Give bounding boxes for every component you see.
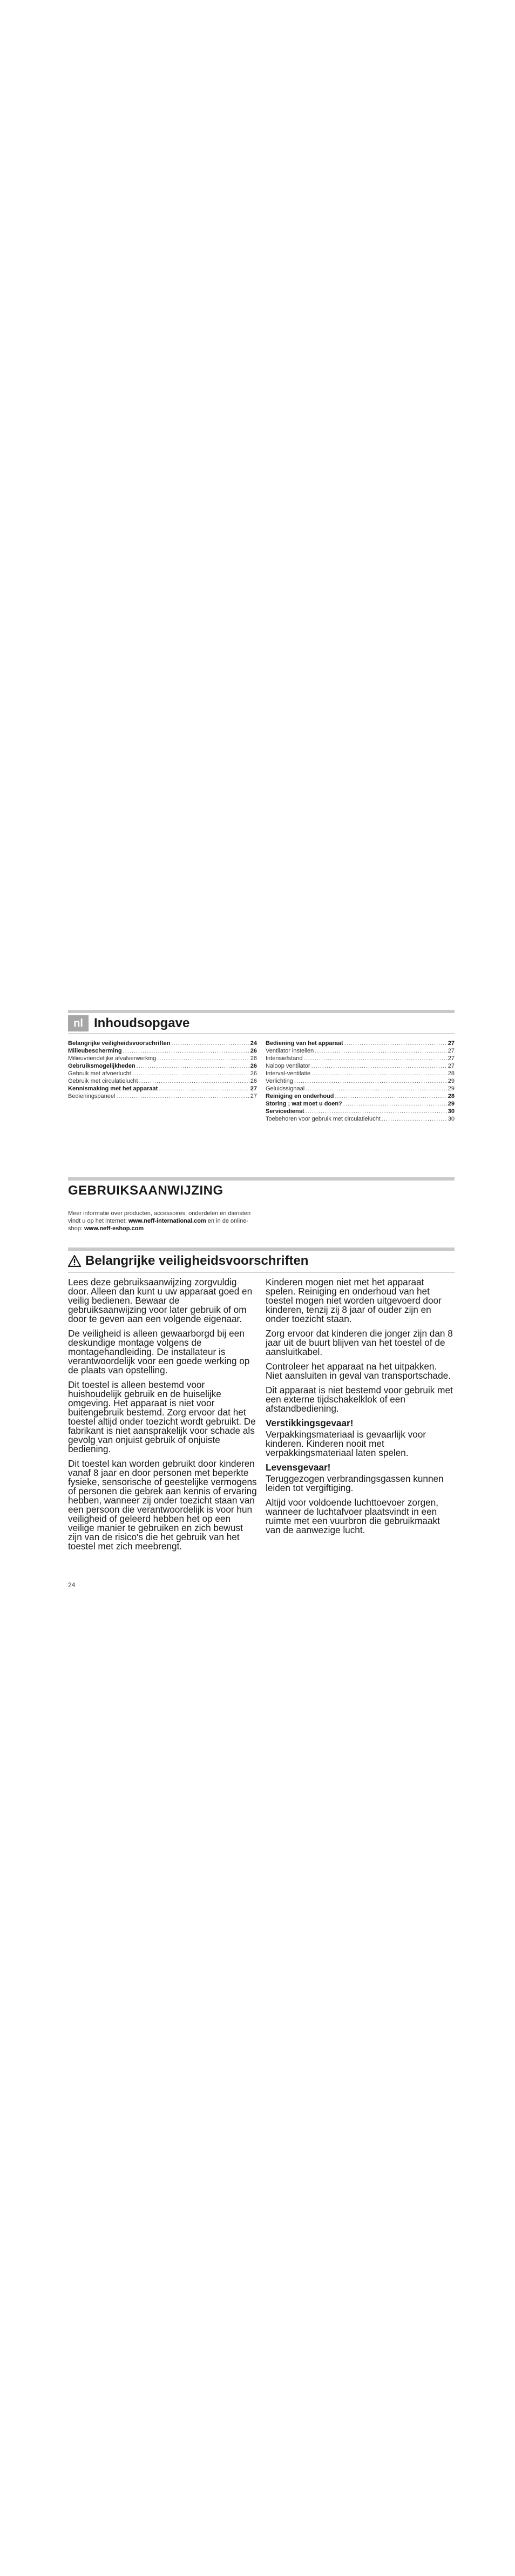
toc-leader-dots: [311, 1062, 447, 1070]
paragraph: De veiligheid is alleen gewaarborgd bij een deskundige montage volgens de montagehandleiding. De installateur is verantwoordelijk voor een goede werking op de plaats van opstelling.: [68, 1328, 250, 1375]
toc-entry-page: 26: [250, 1070, 257, 1077]
website-link[interactable]: www.neff-international.com: [128, 1218, 206, 1224]
paragraph: Dit apparaat is niet bestemd voor gebruik met een externe tijdschakelklok of een afstandbediening.: [266, 1385, 453, 1414]
toc-entry-label: Interval-ventilatie: [266, 1070, 311, 1077]
suffocation-warning-heading: Verstikkingsgevaar!: [266, 1418, 354, 1428]
toc-entry[interactable]: [266, 1055, 455, 1062]
toc-entry[interactable]: [68, 1085, 257, 1093]
toc-entry-page: 24: [250, 1040, 257, 1047]
toc-leader-dots: [294, 1077, 447, 1085]
paragraph: Zorg ervoor dat kinderen die jonger zijn dan 8 jaar uit de buurt blijven van het toestel of de aansluitkabel.: [266, 1328, 453, 1357]
toc-entry-label: Intensiefstand: [266, 1055, 303, 1062]
toc-entry-label: Milieuvriendelijke afvalverwerking: [68, 1055, 157, 1062]
paragraph: Kinderen mogen niet met het apparaat spelen. Reiniging en onderhoud van het toestel mogen niet worden uitgevoerd door kinderen, tenzij zij 8 jaar of ouder zijn en onder toezicht staan.: [266, 1277, 442, 1324]
toc-entry-label: Gebruik met afvoerlucht: [68, 1070, 131, 1077]
paragraph: Dit toestel kan worden gebruikt door kinderen vanaf 8 jaar en door personen met beperkte fysieke, sensorische of geestelijke vermogens of personen die gebrek aan kennis of ervaring hebben, wanneer zij onder toezicht staan van een persoon die verantwoordelijk is voor hun veiligheid of geleerd hebben het op een veilige manier te gebruiken en zich bewust zijn van de risico's die het gebruik van het toestel met zich meebrengt.: [68, 1458, 257, 1552]
toc-entry[interactable]: [266, 1115, 455, 1123]
toc-entry[interactable]: [266, 1062, 455, 1070]
toc-leader-dots: [344, 1040, 447, 1047]
toc-entry-page: 26: [250, 1048, 257, 1054]
toc-entry[interactable]: [68, 1093, 257, 1100]
toc-entry-page: 27: [250, 1093, 257, 1100]
toc-leader-dots: [159, 1085, 249, 1093]
toc-leader-dots: [137, 1062, 249, 1070]
toc-entry-page: 29: [448, 1078, 455, 1084]
safety-heading: [68, 1253, 308, 1269]
toc-leader-dots: [315, 1047, 446, 1055]
paragraph: Dit toestel is alleen bestemd voor huishoudelijk gebruik en de huiselijke omgeving. Het apparaat is niet voor buitengebruik bestemd. Zorg ervoor dat het toestel altijd onder toezicht wordt gebruikt. De fabrikant is niet aansprakelijk voor schade als gevolg van onjuist gebruik of onjuiste bediening.: [68, 1379, 256, 1454]
toc-entry[interactable]: [68, 1070, 257, 1077]
toc-entry-label: Naloop ventilator: [266, 1063, 310, 1069]
toc-leader-dots: [116, 1093, 249, 1100]
safety-right-column: [266, 1278, 455, 1540]
toc-entry[interactable]: [68, 1062, 257, 1070]
toc-entry[interactable]: [68, 1047, 257, 1055]
toc-entry[interactable]: [266, 1040, 455, 1047]
toc-entry-label: Servicedienst: [266, 1108, 304, 1115]
toc-leader-dots: [382, 1115, 447, 1123]
toc-leader-dots: [306, 1108, 447, 1115]
toc-entry-label: Ventilator instellen: [266, 1048, 314, 1054]
toc-entry[interactable]: [68, 1040, 257, 1047]
toc-entry-label: Milieubescherming: [68, 1048, 122, 1054]
safety-rule: [68, 1247, 455, 1251]
toc-entry[interactable]: [266, 1093, 455, 1100]
section-title: GEBRUIKSAANWIJZING: [68, 1183, 223, 1198]
toc-entry-label: Gebruiksmogelijkheden: [68, 1063, 135, 1069]
toc-entry-label: Reiniging en onderhoud: [266, 1093, 334, 1100]
safety-title: Belangrijke veiligheidsvoorschriften: [85, 1253, 309, 1268]
page-number: 24: [68, 1581, 76, 1589]
toc-leader-dots: [343, 1100, 447, 1108]
paragraph: Altijd voor voldoende luchttoevoer zorgen, wanneer de luchtafvoer plaatsvindt in een ruimte met een vuurbron die gebruikmaakt van de aanwezige lucht.: [266, 1497, 440, 1535]
toc-entry-page: 26: [250, 1055, 257, 1062]
toc-entry[interactable]: [266, 1100, 455, 1108]
toc-entry[interactable]: [266, 1070, 455, 1077]
toc-entry-label: Belangrijke veiligheidsvoorschriften: [68, 1040, 171, 1047]
intro-text: [68, 1210, 262, 1232]
toc-leader-dots: [304, 1055, 447, 1062]
intro-middle: en in de online-shop:: [68, 1218, 249, 1232]
toc-entry-page: 28: [448, 1070, 455, 1077]
toc-entry-label: Toebehoren voor gebruik met circulatielucht: [266, 1116, 381, 1122]
safety-left-column: [68, 1278, 257, 1556]
toc-leader-dots: [123, 1047, 249, 1055]
toc-leader-dots: [306, 1085, 447, 1093]
toc-entry-page: 29: [448, 1101, 455, 1107]
toc-entry-page: 27: [250, 1085, 257, 1092]
toc-entry-page: 27: [448, 1040, 455, 1047]
toc-right-column: [266, 1040, 455, 1123]
toc-entry-page: 30: [448, 1116, 455, 1122]
toc-leader-dots: [132, 1070, 249, 1077]
language-badge: nl: [68, 1015, 89, 1031]
toc-entry-label: Geluidssignaal: [266, 1085, 305, 1092]
toc-leader-dots: [172, 1040, 249, 1047]
toc-left-column: [68, 1040, 257, 1100]
toc-entry-page: 26: [250, 1063, 257, 1069]
toc-entry-page: 27: [448, 1063, 455, 1069]
toc-leader-dots: [311, 1070, 447, 1077]
toc-entry[interactable]: [68, 1077, 257, 1085]
paragraph: Verpakkingsmateriaal is gevaarlijk voor kinderen. Kinderen nooit met verpakkingsmateriaal laten spelen.: [266, 1429, 426, 1458]
toc-top-rule: [68, 1010, 455, 1013]
toc-entry[interactable]: [68, 1055, 257, 1062]
toc-entry[interactable]: [266, 1085, 455, 1093]
toc-entry[interactable]: [266, 1077, 455, 1085]
toc-entry[interactable]: [266, 1108, 455, 1115]
warning-triangle-icon: [68, 1255, 81, 1267]
toc-entry-page: 27: [448, 1055, 455, 1062]
toc-leader-dots: [157, 1055, 249, 1062]
paragraph: Teruggezogen verbrandingsgassen kunnen leiden tot vergiftiging.: [266, 1473, 444, 1493]
intro-prefix: Meer informatie over producten, accessoires, onderdelen en diensten vindt u op het internet:: [68, 1210, 251, 1224]
toc-underline: [68, 1033, 455, 1034]
section-rule: [68, 1177, 455, 1181]
toc-leader-dots: [139, 1077, 249, 1085]
toc-entry-page: 27: [448, 1048, 455, 1054]
paragraph: Lees deze gebruiksaanwijzing zorgvuldig door. Alleen dan kunt u uw apparaat goed en veilig bedienen. Bewaar de gebruiksaanwijzing voor later gebruik of om door te geven aan een volgende eigenaar.: [68, 1277, 253, 1324]
paragraph: Controleer het apparaat na het uitpakken. Niet aansluiten in geval van transportschade.: [266, 1361, 451, 1381]
toc-entry-page: 26: [250, 1078, 257, 1084]
toc-title: Inhoudsopgave: [94, 1016, 190, 1030]
toc-entry-page: 29: [448, 1085, 455, 1092]
toc-entry-label: Verlichting: [266, 1078, 293, 1084]
toc-entry-page: 30: [448, 1108, 455, 1115]
toc-leader-dots: [335, 1093, 447, 1100]
toc-entry[interactable]: [266, 1047, 455, 1055]
toc-entry-label: Gebruik met circulatielucht: [68, 1078, 138, 1084]
toc-entry-label: Bedieningspaneel: [68, 1093, 116, 1100]
danger-to-life-heading: Levensgevaar!: [266, 1462, 331, 1473]
toc-entry-label: Kennismaking met het apparaat: [68, 1085, 158, 1092]
toc-entry-label: Bediening van het apparaat: [266, 1040, 343, 1047]
safety-underline: [68, 1272, 455, 1273]
eshop-link[interactable]: www.neff-eshop.com: [84, 1225, 144, 1232]
toc-entry-page: 28: [448, 1093, 455, 1100]
toc-entry-label: Storing ; wat moet u doen?: [266, 1101, 342, 1107]
